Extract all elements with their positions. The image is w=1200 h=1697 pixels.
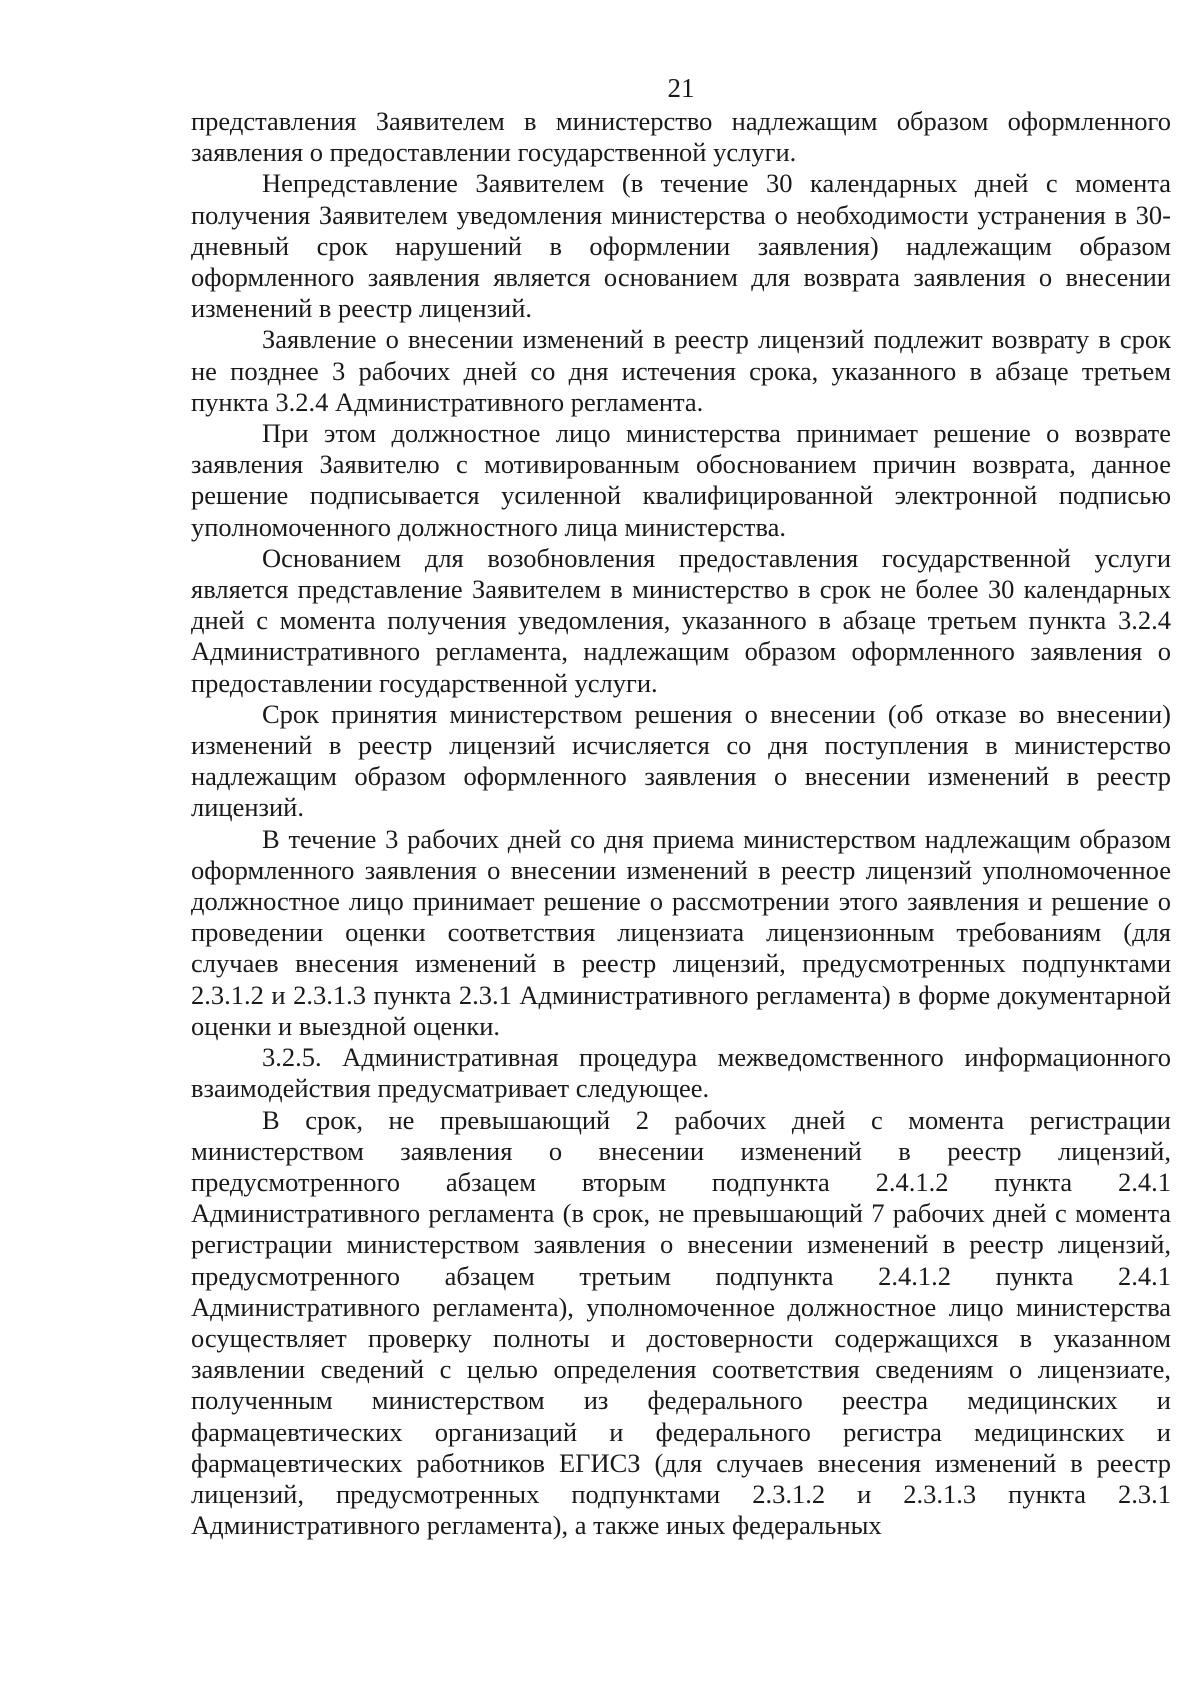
paragraph-return-deadline: Заявление о внесении изменений в реестр лицензий подлежит возврату в срок не позднее 3 рабочих дней со дня истечения срока, указанного в абзаце третьем пункта 3.2.4 Административного регламента. — [191, 324, 1171, 417]
document-page — [191, 72, 1171, 1541]
paragraph-section-3-2-5: 3.2.5. Административная процедура межведомственного информационного взаимодействия предусматривает следующее. — [191, 1042, 1171, 1104]
paragraph-resumption-basis: Основанием для возобновления предоставления государственной услуги является представление Заявителем в министерство в срок не более 30 календарных дней с момента получения уведомления, указанного в абзаце третьем пункта 3.2.4 Административного регламента, надлежащим образом оформленного заявления о предоставлении государственной услуги. — [191, 542, 1171, 698]
paragraph-return-decision: При этом должностное лицо министерства принимает решение о возврате заявления Заявителю с мотивированным обоснованием причин возврата, данное решение подписывается усиленной квалифицированной электронной подписью уполномоченного должностного лица министерства. — [191, 418, 1171, 542]
paragraph-review-decision: В течение 3 рабочих дней со дня приема министерством надлежащим образом оформленного заявления о внесении изменений в реестр лицензий уполномоченное должностное лицо принимает решение о рассмотрении этого заявления и решение о проведении оценки соответствия лицензиата лицензионным требованиям (для случаев внесения изменений в реестр лицензий, предусмотренных подпунктами 2.3.1.2 и 2.3.1.3 пункта 2.3.1 Административного регламента) в форме документарной оценки и выездной оценки. — [191, 823, 1171, 1041]
paragraph-interagency-check: В срок, не превышающий 2 рабочих дней с момента регистрации министерством заявления о внесении изменений в реестр лицензий, предусмотренного абзацем вторым подпункта 2.4.1.2 пункта 2.4.1 Административного регламента (в срок, не превышающий 7 рабочих дней с момента регистрации министерством заявления о внесении изменений в реестр лицензий, предусмотренного абзацем третьим подпункта 2.4.1.2 пункта 2.4.1 Административного регламента), уполномоченное должностное лицо министерства осуществляет проверку полноты и достоверности содержащихся в указанном заявлении сведений с целью определения соответствия сведениям о лицензиате, полученным министерством из федерального реестра медицинских и фармацевтических организаций и федерального регистра медицинских и фармацевтических работников ЕГИСЗ (для случаев внесения изменений в реестр лицензий, предусмотренных подпунктами 2.3.1.2 и 2.3.1.3 пункта 2.3.1 Административного регламента), а также иных федеральных — [191, 1104, 1171, 1541]
paragraph-continuation: представления Заявителем в министерство надлежащим образом оформленного заявления о предоставлении государственной услуги. — [191, 106, 1171, 168]
paragraph-decision-term: Срок принятия министерством решения о внесении (об отказе во внесении) изменений в реестр лицензий исчисляется со дня поступления в министерство надлежащим образом оформленного заявления о внесении изменений в реестр лицензий. — [191, 698, 1171, 823]
paragraph-non-submission: Непредставление Заявителем (в течение 30 календарных дней с момента получения Заявителем уведомления министерства о необходимости устранения в 30-дневный срок нарушений в оформлении заявления) надлежащим образом оформленного заявления является основанием для возврата заявления о внесении изменений в реестр лицензий. — [191, 168, 1171, 324]
page-number: 21 — [667, 73, 695, 103]
